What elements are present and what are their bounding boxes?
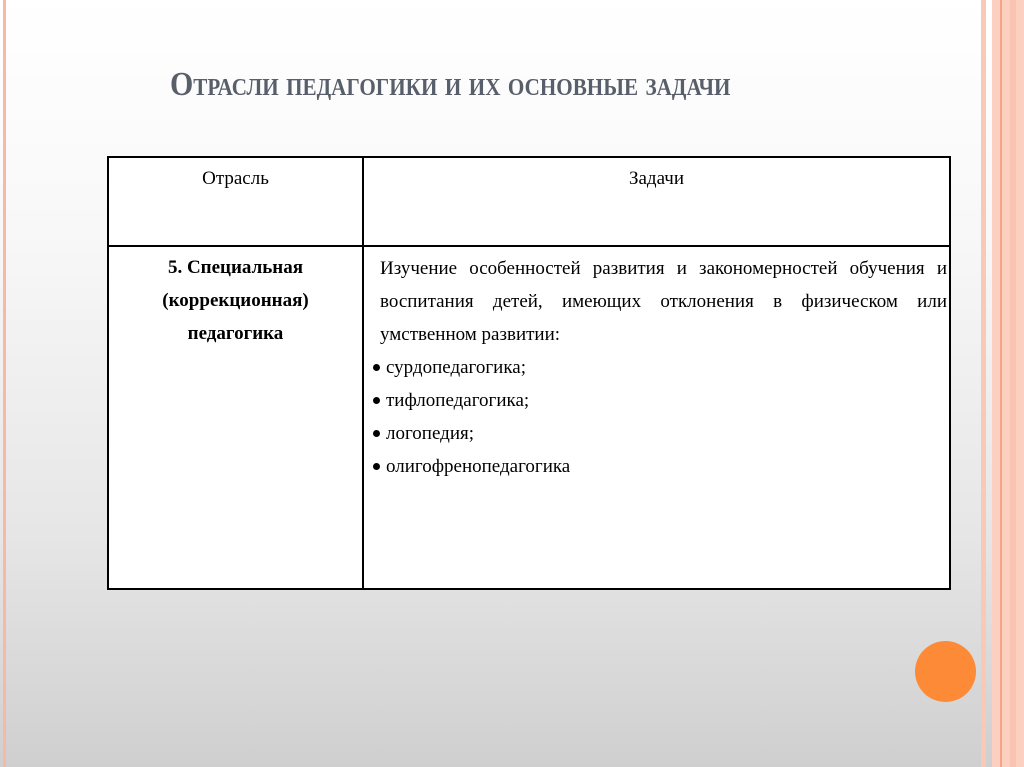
decor-stripe: [981, 0, 986, 767]
list-item-text: сурдопедагогика;: [386, 357, 526, 378]
branches-table: [107, 156, 951, 590]
tasks-description: Изучение особенностей развития и закономерностей обучения и воспитания детей, имеющих отклонения в физическом или умственном развитии:: [380, 258, 947, 345]
header-tasks: Задачи: [363, 157, 950, 246]
branch-line: 5. Специальная: [167, 257, 304, 278]
list-item-text: олигофренопедагогика: [386, 456, 571, 477]
bullet-icon: [373, 364, 380, 371]
table-row: [108, 246, 950, 589]
bullet-icon: [373, 397, 380, 404]
list-item-text: логопедия;: [386, 423, 475, 444]
bullet-icon: [373, 430, 380, 437]
branch-line: (коррекционная): [162, 290, 309, 311]
left-border-line: [3, 0, 6, 767]
decor-stripe: [1000, 0, 1002, 767]
decor-stripe: [1010, 0, 1016, 767]
list-item: [370, 384, 947, 417]
decor-circle: [915, 641, 976, 702]
decor-stripe: [992, 0, 1024, 767]
list-item-text: тифлопедагогика;: [386, 390, 530, 411]
slide-title: Отрасли педагогики и их основные задачи: [170, 66, 731, 103]
list-item: [370, 450, 947, 483]
branch-cell: [108, 246, 363, 589]
tasks-cell: [363, 246, 950, 589]
list-item: [370, 417, 947, 450]
header-branch: Отрасль: [108, 157, 363, 246]
list-item: [370, 351, 947, 384]
bullet-icon: [373, 463, 380, 470]
branch-line: педагогика: [187, 323, 284, 344]
table-header-row: [108, 157, 950, 246]
